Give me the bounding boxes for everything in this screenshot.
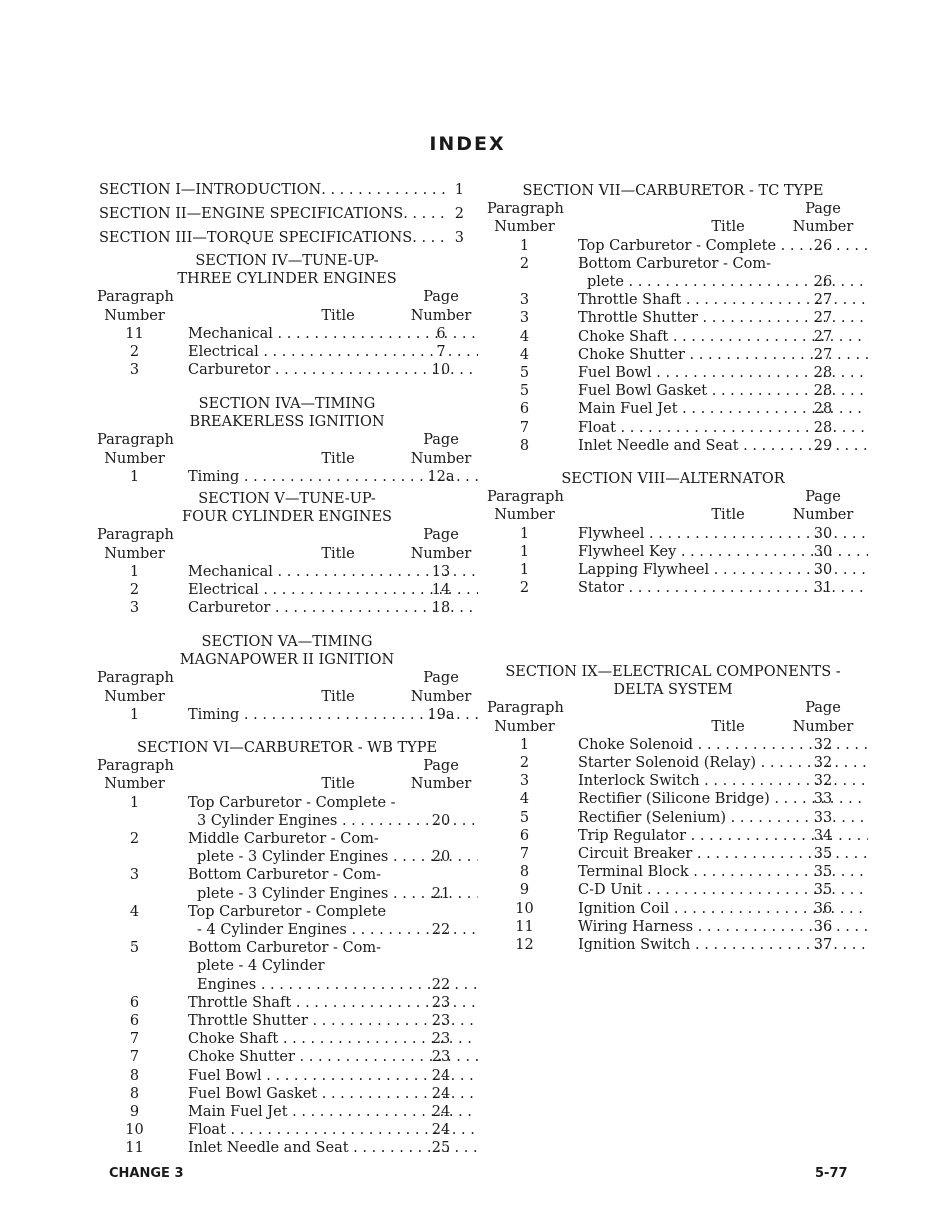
page-number: 19a [427, 706, 455, 723]
col-header-page: Page [423, 670, 459, 687]
col-header-page-number: Number [792, 718, 854, 735]
paragraph-number: 7 [129, 1049, 140, 1066]
paragraph-number: 8 [129, 1085, 140, 1102]
entry-title-text: Throttle Shutter . . . [578, 310, 868, 326]
page-number: 33 [813, 791, 833, 808]
page-number: 37 [813, 937, 833, 953]
footer-change: CHANGE 3 [109, 1166, 184, 1181]
entry-title-text: Throttle Shaft . . . [188, 995, 478, 1011]
col-header-paragraph: Paragraph [97, 670, 174, 687]
paragraph-number: 1 [519, 237, 530, 254]
paragraph-number: 1 [129, 706, 140, 723]
entry-title-text: plete . . . [587, 274, 868, 290]
paragraph-number: 3 [519, 292, 530, 309]
col-header-page-number: Number [792, 507, 854, 524]
page-number: 28 [813, 401, 833, 418]
col-header-title: Title [321, 688, 355, 705]
paragraph-number: 11 [515, 918, 534, 935]
page-number: 35 [813, 864, 833, 881]
page-number: 31 [813, 580, 833, 597]
entry-title-text: Fuel Bowl Gasket . . . [578, 383, 868, 399]
paragraph-number: 2 [129, 831, 140, 847]
paragraph-number: 8 [129, 1067, 140, 1084]
entry-title-text: plete - 4 Cylinder [197, 958, 325, 975]
section-heading: SECTION IVA—TIMING [198, 396, 376, 412]
page-number: 33 [813, 809, 833, 826]
col-header-page-number: Number [410, 450, 472, 467]
paragraph-number: 1 [519, 543, 530, 560]
page-number: 25 [431, 1140, 451, 1157]
paragraph-number: 9 [519, 882, 530, 899]
paragraph-number: 11 [125, 1140, 144, 1157]
col-header-page-number: Number [410, 688, 472, 705]
entry-title [188, 939, 478, 957]
paragraph-number: 12 [515, 937, 534, 953]
page-number: 32 [813, 755, 833, 771]
entry-title-text: Carburetor . . . [188, 362, 478, 378]
entry-title [188, 830, 478, 848]
paragraph-number: 1 [519, 562, 530, 578]
entry-title-text: Inlet Needle and Seat . . . [578, 438, 868, 454]
paragraph-number: 6 [519, 827, 530, 844]
paragraph-number: 6 [519, 401, 530, 418]
col-header-title: Title [321, 545, 355, 562]
entry-title-text: Mechanical . . . [188, 564, 478, 580]
entry-title [188, 866, 478, 884]
page-number: 32 [813, 773, 833, 790]
col-header-number: Number [104, 776, 165, 793]
page-number: 14 [431, 582, 451, 598]
entry-title-text: Ignition Switch . . . [578, 937, 868, 953]
entry-title-text: Top Carburetor - Complete [188, 903, 387, 920]
paragraph-number: 4 [129, 903, 140, 920]
page-number: 7 [436, 344, 446, 360]
page-number: 24 [431, 1104, 451, 1120]
col-header-title: Title [321, 776, 355, 793]
col-header-page: Page [423, 527, 459, 544]
col-header-paragraph: Paragraph [487, 201, 564, 218]
entry-title-text: Choke Shutter . . . [188, 1049, 478, 1065]
paragraph-number: 5 [129, 940, 140, 957]
col-header-title: Title [321, 307, 355, 324]
paragraph-number: 8 [519, 437, 530, 454]
paragraph-number: 7 [129, 1031, 140, 1048]
paragraph-number: 3 [519, 773, 530, 790]
col-header-page: Page [805, 700, 841, 717]
paragraph-number: 2 [519, 580, 530, 597]
entry-title-text: Fuel Bowl . . . [578, 365, 868, 381]
col-header-page: Page [423, 432, 459, 449]
paragraph-number: 3 [519, 310, 530, 327]
entry-title-text: Carburetor . . . [188, 600, 478, 616]
section-heading: SECTION VIII—ALTERNATOR [561, 471, 785, 487]
entry-title [188, 903, 478, 921]
col-header-title: Title [711, 219, 745, 236]
entry-title-text: Choke Shaft . . . [578, 329, 868, 345]
col-header-page-number: Number [410, 776, 472, 793]
page-number: 26 [813, 274, 833, 290]
col-header-number: Number [104, 307, 165, 324]
paragraph-number: 2 [129, 344, 140, 360]
page-number: 30 [813, 562, 833, 578]
paragraph-number: 5 [519, 809, 530, 826]
page-number: 28 [813, 365, 833, 381]
col-header-page: Page [423, 289, 459, 306]
page-number: 27 [813, 292, 833, 309]
paragraph-number: 4 [519, 791, 530, 808]
top-section-page: 3 [454, 230, 464, 246]
entry-title-text: Rectifier (Selenium) . . . [578, 810, 868, 826]
entry-title-text: Timing . . . [188, 707, 478, 723]
paragraph-number: 1 [519, 525, 530, 542]
col-header-title: Title [321, 450, 355, 467]
paragraph-number: 11 [125, 325, 144, 342]
paragraph-number: 8 [519, 864, 530, 881]
paragraph-number: 1 [129, 794, 140, 811]
col-header-number: Number [494, 219, 555, 236]
col-header-paragraph: Paragraph [487, 700, 564, 717]
entry-title-text: Circuit Breaker . . . [578, 846, 868, 862]
page-number: 28 [813, 383, 833, 400]
footer-page-number: 5-77 [815, 1166, 848, 1181]
top-section-label: SECTION II—ENGINE SPECIFICATIONS [99, 206, 404, 222]
entry-title-text: - 4 Cylinder Engines . . . [197, 922, 478, 938]
entry-title-text: Top Carburetor - Complete . . . [578, 238, 868, 254]
paragraph-number: 4 [519, 346, 530, 363]
section-heading: SECTION IV—TUNE-UP- [195, 253, 379, 269]
page-title: INDEX [429, 133, 506, 155]
col-header-page-number: Number [410, 307, 472, 324]
section-heading: SECTION V—TUNE-UP- [198, 491, 376, 507]
top-section-label: SECTION I—INTRODUCTION [99, 182, 322, 198]
page-number: 28 [813, 419, 833, 436]
entry-title [188, 794, 478, 812]
entry-title-text: Float . . . [578, 420, 868, 436]
page-number: 12a [427, 468, 455, 485]
col-header-page: Page [805, 489, 841, 506]
paragraph-number: 1 [519, 736, 530, 753]
entry-title-text: plete - 3 Cylinder Engines . . . [197, 886, 478, 902]
col-header-number: Number [104, 545, 165, 562]
page-number: 6 [436, 325, 446, 342]
page-number: 30 [813, 543, 833, 560]
entry-title-text: plete - 3 Cylinder Engines . . . [197, 849, 478, 865]
col-header-paragraph: Paragraph [97, 758, 174, 775]
entry-title-text: Timing . . . [188, 469, 478, 485]
entry-title-text: Inlet Needle and Seat . . . [188, 1140, 478, 1156]
paragraph-number: 5 [519, 383, 530, 400]
entry-title-text: Terminal Block . . . [578, 864, 868, 880]
page-number: 27 [813, 310, 833, 327]
page-number: 29 [813, 437, 833, 454]
col-header-page-number: Number [792, 219, 854, 236]
col-header-title: Title [711, 718, 745, 735]
entry-title-text: Starter Solenoid (Relay) . . . [578, 755, 868, 771]
top-section-iii [99, 229, 464, 247]
paragraph-number: 6 [129, 994, 140, 1011]
page-number: 35 [813, 846, 833, 862]
entry-title-text: Flywheel . . . [578, 526, 868, 542]
section-heading: SECTION IX—ELECTRICAL COMPONENTS - [505, 664, 841, 680]
page-number: 10 [431, 362, 451, 379]
entry-title-text: Choke Shaft . . . [188, 1031, 478, 1047]
paragraph-number: 9 [129, 1104, 140, 1120]
top-section-page: 1 [454, 182, 464, 198]
page-number: 22 [431, 922, 451, 938]
entry-title-text: Throttle Shaft . . . [578, 292, 868, 308]
entry-title-text: Engines . . . [197, 977, 478, 993]
page-number: 26 [813, 237, 833, 254]
col-header-paragraph: Paragraph [97, 527, 174, 544]
col-header-page-number: Number [410, 545, 472, 562]
page-number: 22 [431, 976, 451, 993]
entry-title-text: Middle Carburetor - Com- [188, 831, 379, 847]
col-header-number: Number [494, 507, 555, 524]
paragraph-number: 2 [519, 755, 530, 771]
page-number: 36 [813, 900, 833, 917]
entry-title-text: Wiring Harness . . . [578, 919, 868, 935]
page-number: 18 [431, 600, 451, 617]
page-number: 24 [431, 1085, 451, 1102]
section-heading: DELTA SYSTEM [613, 682, 733, 699]
page-number: 21 [431, 885, 451, 902]
col-header-title: Title [711, 507, 745, 524]
paragraph-number: 5 [519, 365, 530, 381]
paragraph-number: 3 [129, 867, 140, 884]
top-section-ii [99, 205, 464, 223]
page-number: 23 [431, 1049, 451, 1066]
entry-title [197, 957, 478, 975]
paragraph-number: 7 [519, 846, 530, 862]
col-header-page: Page [805, 201, 841, 218]
entry-title-text: Lapping Flywheel . . . [578, 562, 868, 578]
page-number: 23 [431, 1013, 451, 1029]
section-heading: BREAKERLESS IGNITION [189, 414, 385, 431]
col-header-paragraph: Paragraph [487, 489, 564, 506]
entry-title-text: Bottom Carburetor - Com- [188, 867, 382, 884]
entry-title-text: Bottom Carburetor - Com- [578, 255, 772, 272]
paragraph-number: 10 [515, 900, 534, 917]
entry-title-text: Fuel Bowl Gasket . . . [188, 1086, 478, 1102]
entry-title-text: 3 Cylinder Engines . . . [197, 813, 478, 829]
page-number: 20 [431, 812, 451, 829]
entry-title-text: Trip Regulator . . . [578, 828, 868, 844]
entry-title [578, 255, 868, 273]
entry-title-text: Bottom Carburetor - Com- [188, 940, 382, 957]
section-heading: FOUR CYLINDER ENGINES [182, 509, 392, 526]
page-number: 24 [431, 1122, 451, 1139]
page-number: 20 [431, 849, 451, 866]
page-number: 27 [813, 328, 833, 345]
entry-title-text: Flywheel Key . . . [578, 544, 868, 560]
entry-title-text: Interlock Switch . . . [578, 773, 868, 789]
page-number: 24 [431, 1067, 451, 1084]
entry-title-text: Choke Shutter . . . [578, 347, 868, 363]
top-section-i [99, 181, 464, 199]
top-section-page: 2 [454, 206, 464, 222]
entry-title-text: Main Fuel Jet . . . [188, 1104, 478, 1120]
entry-title-text: Throttle Shutter . . . [188, 1013, 478, 1029]
entry-title-text: Choke Solenoid . . . [578, 737, 868, 753]
section-heading: THREE CYLINDER ENGINES [177, 271, 397, 288]
paragraph-number: 3 [129, 600, 140, 617]
section-heading: MAGNAPOWER II IGNITION [179, 652, 395, 669]
col-header-number: Number [494, 718, 555, 735]
paragraph-number: 1 [129, 468, 140, 485]
section-heading: SECTION VA—TIMING [201, 634, 373, 650]
paragraph-number: 6 [129, 1013, 140, 1029]
entry-title-text: C-D Unit . . . [578, 882, 868, 898]
paragraph-number: 1 [129, 563, 140, 580]
paragraph-number: 3 [129, 362, 140, 379]
entry-title-text: Stator . . . [578, 580, 868, 596]
section-heading: SECTION VI—CARBURETOR - WB TYPE [136, 740, 438, 756]
paragraph-number: 10 [125, 1122, 144, 1139]
col-header-page: Page [423, 758, 459, 775]
page-number: 34 [813, 827, 833, 844]
page-number: 27 [813, 346, 833, 363]
entry-title-text: Main Fuel Jet . . . [578, 401, 868, 417]
col-header-paragraph: Paragraph [97, 432, 174, 449]
page-number: 23 [431, 1031, 451, 1048]
paragraph-number: 2 [519, 255, 530, 272]
col-header-number: Number [104, 688, 165, 705]
entry-title-text: Ignition Coil . . . [578, 901, 868, 917]
page-number: 35 [813, 882, 833, 899]
page-number: 13 [431, 563, 451, 580]
entry-title-text: Fuel Bowl . . . [188, 1068, 478, 1084]
entry-title-text: Top Carburetor - Complete - [188, 794, 396, 811]
paragraph-number: 2 [129, 582, 140, 598]
page-number: 23 [431, 994, 451, 1011]
page-number: 32 [813, 736, 833, 753]
top-section-label: SECTION III—TORQUE SPECIFICATIONS [99, 230, 413, 246]
entry-title-text: Float . . . [188, 1122, 478, 1138]
entry-title-text: Electrical . . . [188, 582, 478, 598]
section-heading: SECTION VII—CARBURETOR - TC TYPE [522, 183, 824, 199]
paragraph-number: 4 [519, 328, 530, 345]
page-number: 30 [813, 525, 833, 542]
entry-title-text: Electrical . . . [188, 344, 478, 360]
entry-title-text: Mechanical . . . [188, 326, 478, 342]
page-number: 36 [813, 918, 833, 935]
col-header-number: Number [104, 450, 165, 467]
paragraph-number: 7 [519, 419, 530, 436]
col-header-paragraph: Paragraph [97, 289, 174, 306]
entry-title-text: Rectifier (Silicone Bridge) . . . [578, 791, 868, 807]
